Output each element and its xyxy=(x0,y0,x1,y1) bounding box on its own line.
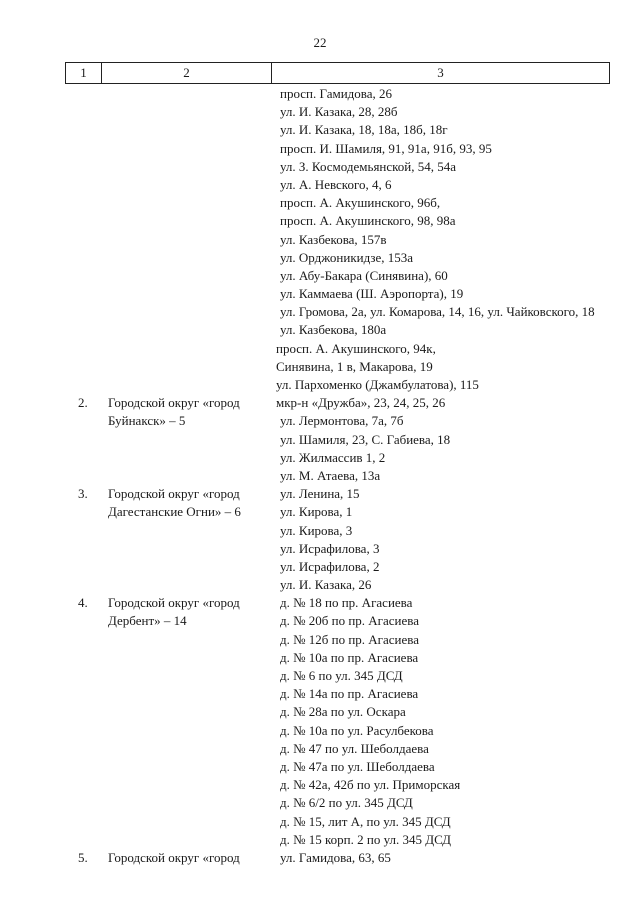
header-col-3: 3 xyxy=(437,65,444,80)
address: д. № 14а по пр. Агасиева xyxy=(280,686,419,702)
table-row xyxy=(0,467,640,485)
district-name: Буйнакск» – 5 xyxy=(108,413,186,429)
table-row xyxy=(0,212,640,230)
table-row xyxy=(0,231,640,249)
address: д. № 10а по пр. Агасиева xyxy=(280,649,419,665)
table-row xyxy=(0,340,640,358)
address: д. № 10а по ул. Расулбекова xyxy=(280,722,434,738)
row-number: 5. xyxy=(78,849,88,865)
address: ул. Ленина, 15 xyxy=(280,486,360,502)
address: ул. И. Казака, 18, 18а, 18б, 18г xyxy=(280,122,448,138)
address: д. № 20б по пр. Агасиева xyxy=(280,613,420,629)
address: ул. Орджоникидзе, 153а xyxy=(280,249,414,265)
address: ул. Гамидова, 63, 65 xyxy=(280,849,391,865)
address: д. № 15, лит А, по ул. 345 ДСД xyxy=(280,813,451,829)
address: д. № 47а по ул. Шеболдаева xyxy=(280,758,435,774)
table-row xyxy=(0,776,640,794)
table-row xyxy=(0,267,640,285)
table-row xyxy=(0,394,640,412)
row-number: 4. xyxy=(78,595,88,611)
table-row xyxy=(0,485,640,503)
address: ул. Каммаева (Ш. Аэропорта), 19 xyxy=(280,286,464,302)
row-number: 2. xyxy=(78,395,88,411)
address: просп. А. Акушинского, 94к, xyxy=(276,340,436,356)
table-row xyxy=(0,849,640,867)
address: ул. Исрафилова, 3 xyxy=(280,540,380,556)
address: д. № 18 по пр. Агасиева xyxy=(280,595,413,611)
address: д. № 47 по ул. Шеболдаева xyxy=(280,740,429,756)
table-row xyxy=(0,176,640,194)
table-row xyxy=(0,412,640,430)
address: ул. Исрафилова, 2 xyxy=(280,558,380,574)
table-row xyxy=(0,685,640,703)
page-number: 22 xyxy=(313,35,327,50)
address: ул. Лермонтова, 7а, 7б xyxy=(280,413,404,429)
table-row xyxy=(0,540,640,558)
table-row xyxy=(0,813,640,831)
table-row xyxy=(0,158,640,176)
row-number: 3. xyxy=(78,486,88,502)
table-header xyxy=(65,62,610,84)
table-row xyxy=(0,121,640,139)
address: д. № 28а по ул. Оскара xyxy=(280,704,406,720)
table-row xyxy=(0,558,640,576)
address: Синявина, 1 в, Макарова, 19 xyxy=(276,358,433,374)
table-row xyxy=(0,194,640,212)
address: д. № 42а, 42б по ул. Приморская xyxy=(280,777,461,793)
table-row xyxy=(0,85,640,103)
table-row xyxy=(0,740,640,758)
table-row xyxy=(0,285,640,303)
table-row xyxy=(0,631,640,649)
address: д. № 15 корп. 2 по ул. 345 ДСД xyxy=(280,831,452,847)
address: ул. И. Казака, 28, 28б xyxy=(280,104,398,120)
table-row xyxy=(0,758,640,776)
table-row xyxy=(0,249,640,267)
table-row xyxy=(0,449,640,467)
address: просп. А. Акушинского, 98, 98а xyxy=(280,213,456,229)
header-col-1: 1 xyxy=(66,63,102,83)
table-row xyxy=(0,376,640,394)
address: ул. Казбекова, 157в xyxy=(280,231,387,247)
table-row xyxy=(0,358,640,376)
table-row xyxy=(0,522,640,540)
table-row xyxy=(0,722,640,740)
table-row xyxy=(0,831,640,849)
table-row xyxy=(0,503,640,521)
address: д. № 6/2 по ул. 345 ДСД xyxy=(280,795,413,811)
district-name: Городской округ «город xyxy=(108,395,240,411)
table-row xyxy=(0,667,640,685)
table-row xyxy=(0,794,640,812)
table-body xyxy=(0,85,640,867)
address: ул. Пархоменко (Джамбулатова), 115 xyxy=(276,377,479,392)
address: мкр-н «Дружба», 23, 24, 25, 26 xyxy=(276,395,446,411)
table-row xyxy=(0,303,640,321)
address: ул. З. Космодемьянской, 54, 54а xyxy=(280,158,457,174)
address: ул. М. Атаева, 13а xyxy=(280,467,381,483)
district-name: Городской округ «город xyxy=(108,486,240,502)
district-name: Городской округ «город xyxy=(108,849,240,865)
address: ул. Абу-Бакара (Синявина), 60 xyxy=(280,267,448,283)
address: ул. А. Невского, 4, 6 xyxy=(280,176,392,192)
table-row xyxy=(0,321,640,339)
address: ул. Шамиля, 23, С. Габиева, 18 xyxy=(280,431,451,447)
district-name: Дагестанские Огни» – 6 xyxy=(108,504,241,520)
header-col-2: 2 xyxy=(102,63,272,83)
address: ул. Громова, 2а, ул. Комарова, 14, 16, ул. Чайковского, 18 xyxy=(280,304,595,320)
address: д. № 12б по пр. Агасиева xyxy=(280,631,420,647)
address: просп. И. Шамиля, 91, 91а, 91б, 93, 95 xyxy=(280,140,492,156)
address: д. № 6 по ул. 345 ДСД xyxy=(280,668,403,683)
district-name: Дербент» – 14 xyxy=(108,613,187,629)
address: ул. И. Казака, 26 xyxy=(280,577,372,593)
table-row xyxy=(0,431,640,449)
table-row xyxy=(0,703,640,721)
address: ул. Кирова, 3 xyxy=(280,522,353,538)
address: просп. А. Акушинского, 96б, xyxy=(280,195,441,211)
table-row xyxy=(0,649,640,667)
address: просп. Гамидова, 26 xyxy=(280,86,393,101)
table-row xyxy=(0,612,640,630)
table-row xyxy=(0,594,640,612)
table-row xyxy=(0,103,640,121)
table-row xyxy=(0,140,640,158)
address: ул. Жилмассив 1, 2 xyxy=(280,449,386,465)
district-name: Городской округ «город xyxy=(108,595,240,611)
address: ул. Казбекова, 180а xyxy=(280,322,387,338)
table-row xyxy=(0,576,640,594)
address: ул. Кирова, 1 xyxy=(280,504,353,520)
